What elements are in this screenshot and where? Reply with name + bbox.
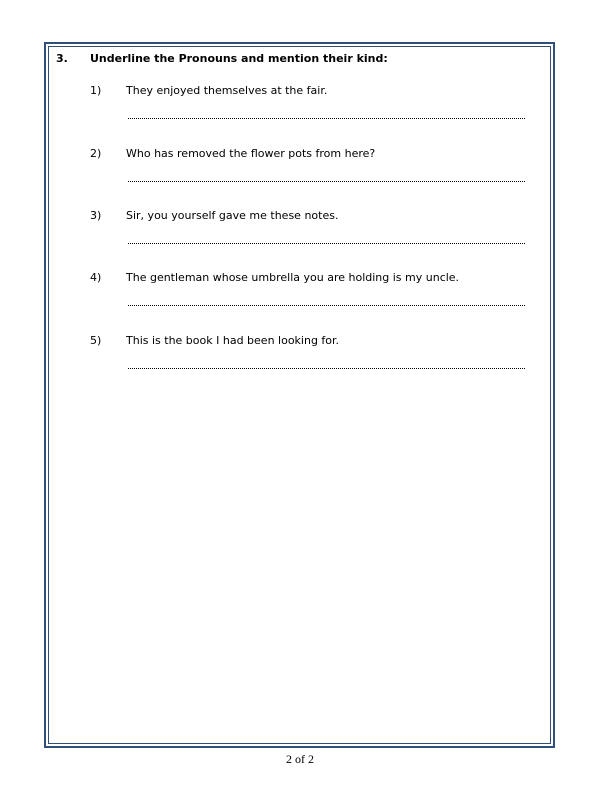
item-number: 3) xyxy=(90,209,102,222)
question-item-2 xyxy=(0,147,600,207)
question-item-3 xyxy=(0,209,600,269)
item-sentence: The gentleman whose umbrella you are holding is my uncle. xyxy=(126,271,460,284)
item-number: 4) xyxy=(90,271,102,284)
question-item-4 xyxy=(0,271,600,331)
item-sentence: They enjoyed themselves at the fair. xyxy=(126,84,328,97)
answer-line[interactable] xyxy=(128,368,525,369)
page-number: 2 of 2 xyxy=(286,752,314,766)
question-item-1 xyxy=(0,84,600,144)
item-sentence: This is the book I had been looking for. xyxy=(126,334,340,347)
item-number: 1) xyxy=(90,84,102,97)
question-item-5 xyxy=(0,334,600,394)
question-number: 3. xyxy=(56,52,68,65)
item-number: 5) xyxy=(90,334,102,347)
answer-line[interactable] xyxy=(128,305,525,306)
answer-line[interactable] xyxy=(128,118,525,119)
answer-line[interactable] xyxy=(128,243,525,244)
answer-line[interactable] xyxy=(128,181,525,182)
item-number: 2) xyxy=(90,147,102,160)
item-sentence: Sir, you yourself gave me these notes. xyxy=(126,209,339,222)
question-title: Underline the Pronouns and mention their kind: xyxy=(90,52,388,65)
item-sentence: Who has removed the flower pots from here? xyxy=(126,147,376,160)
